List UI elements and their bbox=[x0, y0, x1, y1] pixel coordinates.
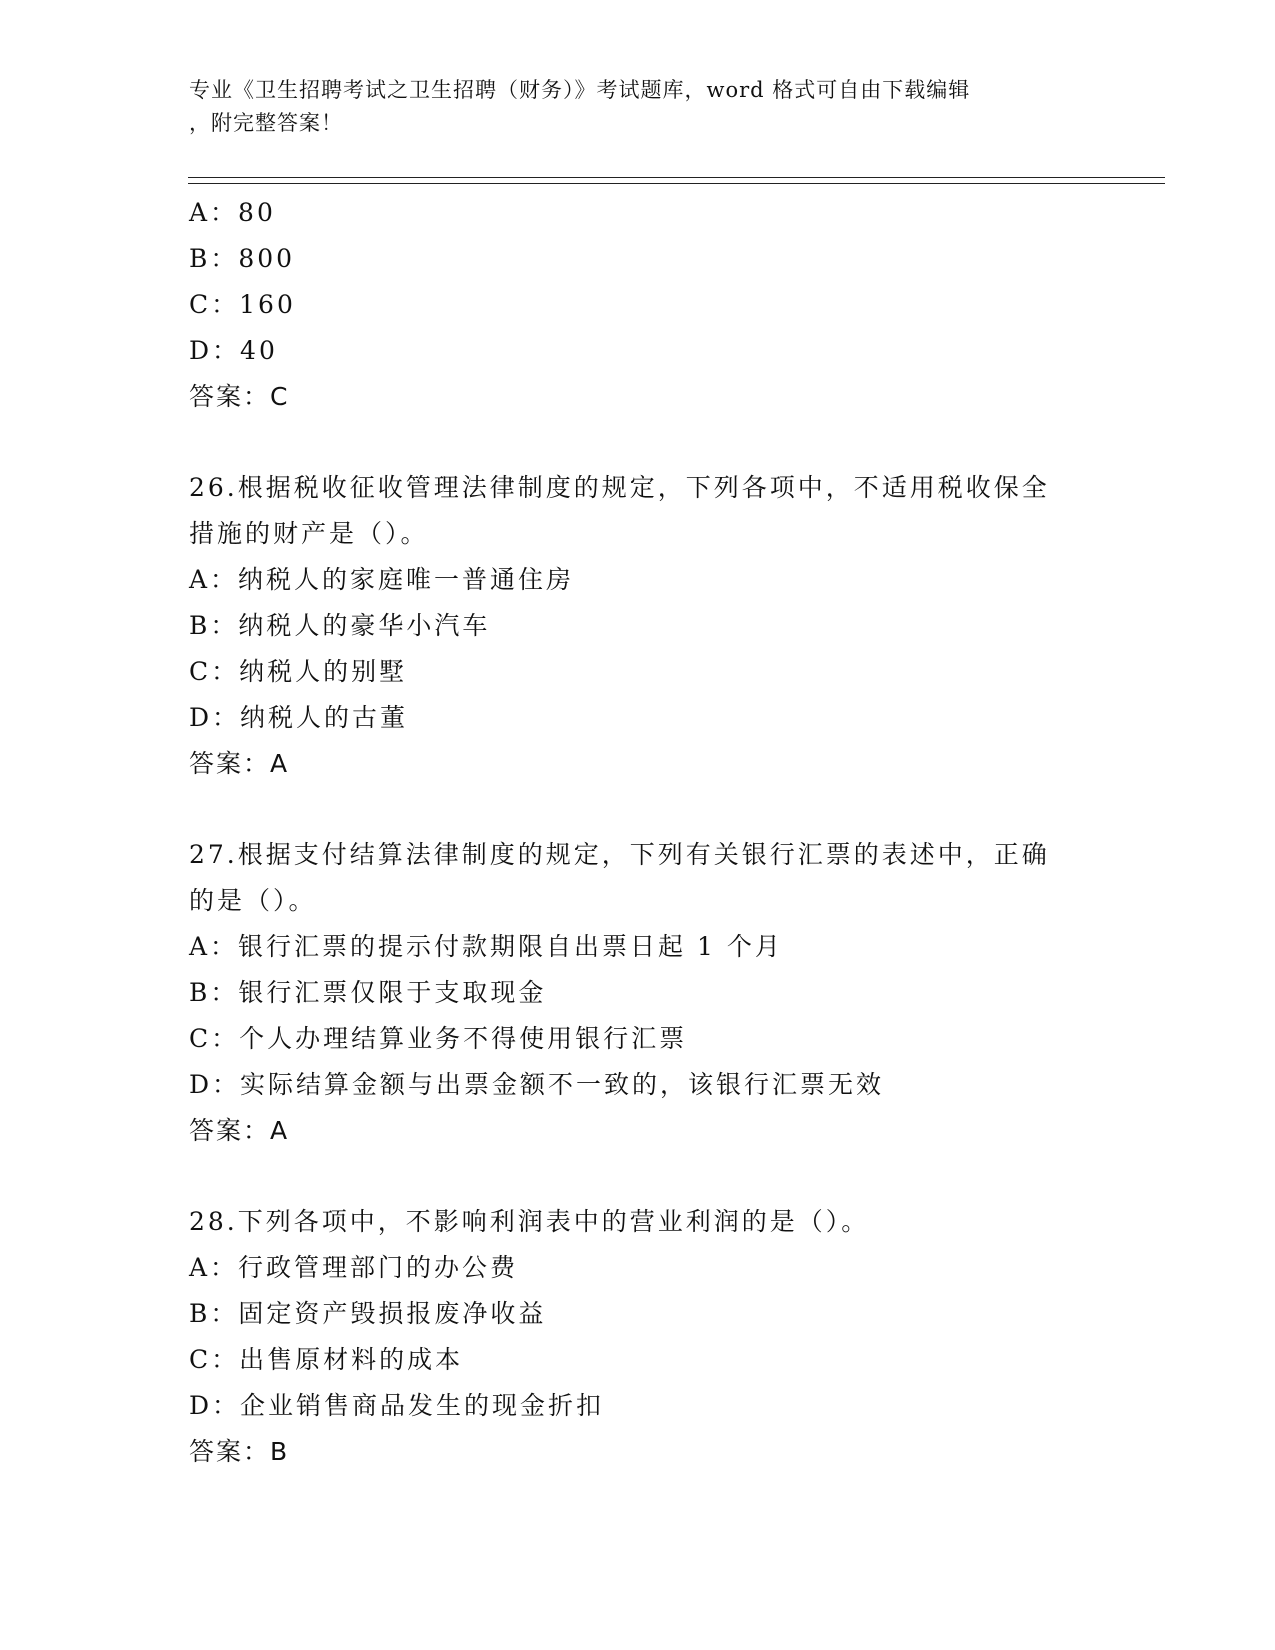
option-d: D：实际结算金额与出票金额不一致的，该银行汇票无效 bbox=[189, 1070, 885, 1099]
option-b: B：纳税人的豪华小汽车 bbox=[189, 611, 491, 640]
question-26 bbox=[189, 465, 1089, 787]
option-c: C：个人办理结算业务不得使用银行汇票 bbox=[189, 1024, 688, 1053]
header-divider-top bbox=[188, 177, 1165, 178]
question-stem-line-2: 措施的财产是（）。 bbox=[189, 519, 429, 548]
question-28 bbox=[189, 1199, 1089, 1475]
question-stem-line-1: 28.下列各项中，不影响利润表中的营业利润的是（）。 bbox=[189, 1207, 870, 1236]
option-d: D：40 bbox=[189, 336, 278, 365]
option-d: D：企业销售商品发生的现金折扣 bbox=[189, 1391, 605, 1420]
option-b: B：800 bbox=[189, 244, 296, 273]
answer: 答案：A bbox=[189, 749, 290, 778]
header-line-2: ，附完整答案！ bbox=[189, 111, 343, 135]
option-d: D：纳税人的古董 bbox=[189, 703, 409, 732]
option-a: A：行政管理部门的办公费 bbox=[189, 1253, 519, 1282]
question-27 bbox=[189, 832, 1089, 1154]
question-25 bbox=[189, 190, 1089, 420]
answer: 答案：B bbox=[189, 1437, 290, 1466]
option-b: B：固定资产毁损报废净收益 bbox=[189, 1299, 547, 1328]
option-a: A：80 bbox=[189, 198, 276, 227]
question-list bbox=[189, 190, 1089, 1475]
option-c: C：160 bbox=[189, 290, 296, 319]
option-b: B：银行汇票仅限于支取现金 bbox=[189, 978, 547, 1007]
option-a: A：纳税人的家庭唯一普通住房 bbox=[189, 565, 575, 594]
option-c: C：纳税人的别墅 bbox=[189, 657, 408, 686]
question-stem-line-1: 27.根据支付结算法律制度的规定，下列有关银行汇票的表述中，正确 bbox=[189, 840, 1050, 869]
option-c: C：出售原材料的成本 bbox=[189, 1345, 464, 1374]
question-stem-line-1: 26.根据税收征收管理法律制度的规定，下列各项中，不适用税收保全 bbox=[189, 473, 1050, 502]
answer: 答案：A bbox=[189, 1116, 290, 1145]
document-header bbox=[189, 74, 1089, 140]
header-line-1: 专业《卫生招聘考试之卫生招聘（财务）》考试题库，word 格式可自由下载编辑 bbox=[189, 78, 971, 102]
question-stem-line-2: 的是（）。 bbox=[189, 886, 317, 915]
option-a: A：银行汇票的提示付款期限自出票日起 1 个月 bbox=[189, 932, 783, 961]
answer: 答案：C bbox=[189, 382, 290, 411]
header-divider-bottom bbox=[188, 183, 1165, 184]
